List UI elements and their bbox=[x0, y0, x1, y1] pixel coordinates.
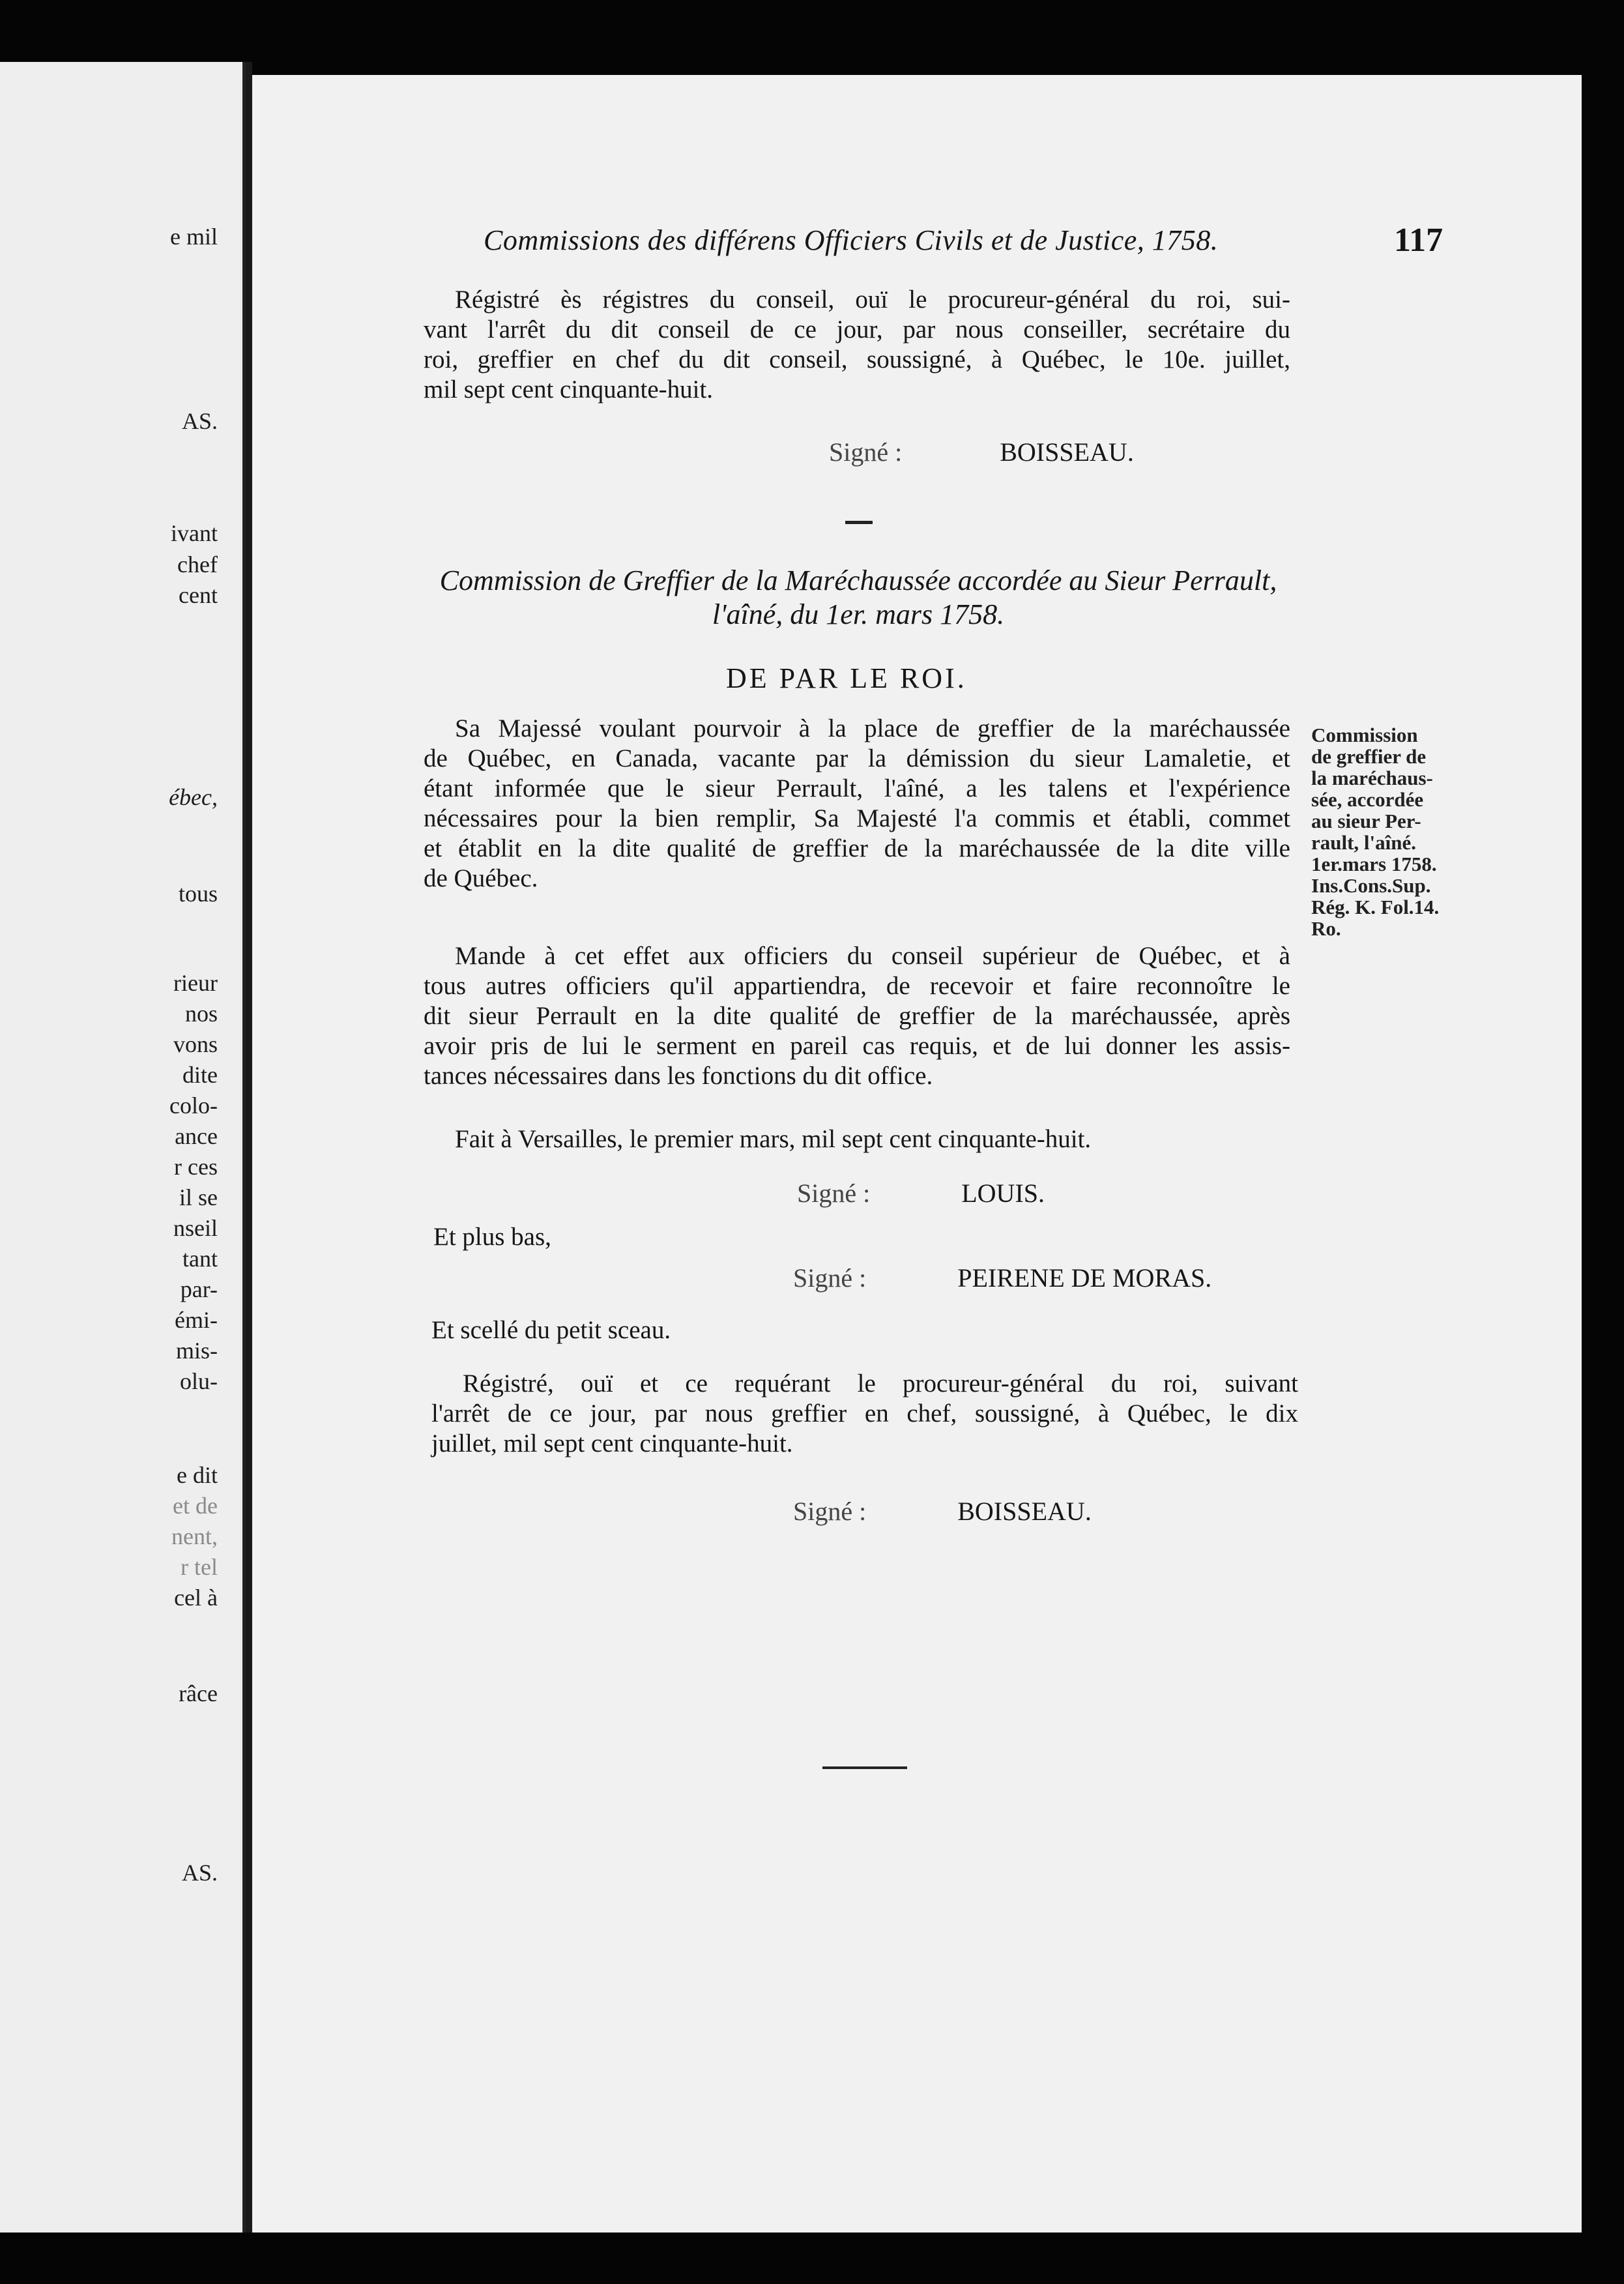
section-divider bbox=[845, 521, 873, 524]
left-page-fragment: e dit bbox=[177, 1462, 218, 1488]
text-line: juillet, mil sept cent cinquante-huit. bbox=[431, 1429, 793, 1457]
text-line: Mande à cet effet aux officiers du conseil supérieur de Québec, et à bbox=[455, 942, 1290, 970]
text-line: Régistré, ouï et ce requérant le procureur-général du roi, suivant bbox=[463, 1369, 1298, 1398]
page-number: 117 bbox=[1394, 222, 1443, 259]
left-page-fragment: émi- bbox=[175, 1307, 218, 1333]
text-line: Fait à Versailles, le premier mars, mil sept cent cinquante-huit. bbox=[455, 1125, 1092, 1153]
left-page-fragment: il se bbox=[179, 1184, 218, 1210]
text-line: avoir pris de lui le serment en pareil cas requis, et de lui donner les assis- bbox=[424, 1032, 1290, 1060]
left-page-fragment: colo- bbox=[169, 1092, 218, 1119]
left-page-fragment: vons bbox=[173, 1031, 218, 1057]
left-page-fragment: nent, bbox=[171, 1523, 218, 1549]
margin-note-line: la maréchaus- bbox=[1311, 767, 1433, 789]
signature-boisseau-2 bbox=[793, 1496, 1092, 1527]
left-page-fragment: mis- bbox=[175, 1338, 218, 1364]
commission-paragraph-1 bbox=[424, 714, 1290, 894]
left-page-fragment: e mil bbox=[170, 224, 218, 250]
book-gutter bbox=[246, 62, 252, 2233]
left-page-fragment: olu- bbox=[180, 1368, 218, 1394]
text-line: de Québec. bbox=[424, 864, 538, 892]
text-line: dit sieur Perrault en la dite qualité de greffier de la maréchaussée, après bbox=[424, 1002, 1290, 1030]
margin-note bbox=[1311, 724, 1468, 939]
signature-label: Signé : bbox=[797, 1179, 871, 1208]
margin-note-line: Rég. K. Fol.14. bbox=[1311, 896, 1440, 918]
left-page-fragment: tous bbox=[178, 881, 218, 907]
margin-note-line: rault, l'aîné. bbox=[1311, 831, 1417, 854]
left-page-fragment: nos bbox=[184, 1001, 218, 1027]
signature-name: BOISSEAU. bbox=[957, 1497, 1092, 1526]
left-page-fragment: nseil bbox=[173, 1215, 218, 1241]
et-plus-bas bbox=[433, 1222, 551, 1252]
title-line-1: Commission de Greffier de la Maréchaussée accordée au Sieur Perrault, bbox=[439, 564, 1277, 596]
et-scelle bbox=[431, 1315, 671, 1345]
text-line: vant l'arrêt du dit conseil de ce jour, par nous conseiller, secrétaire du bbox=[424, 315, 1290, 344]
signature-moras bbox=[793, 1263, 1211, 1293]
left-page-fragment: râce bbox=[179, 1680, 218, 1706]
margin-note-line: Ins.Cons.Sup. bbox=[1311, 874, 1431, 897]
left-page-fragment: r tel bbox=[181, 1554, 218, 1580]
signature-name: BOISSEAU. bbox=[1000, 437, 1134, 467]
signature-louis bbox=[797, 1178, 1045, 1208]
left-page-fragment: AS. bbox=[181, 408, 218, 434]
margin-note-line: de greffier de bbox=[1311, 745, 1427, 768]
left-page-fragment: cent bbox=[179, 582, 218, 608]
left-page-fragment: cel à bbox=[174, 1585, 218, 1611]
left-page-fragment: dite bbox=[182, 1062, 218, 1088]
commission-title bbox=[412, 564, 1305, 632]
signature-name: PEIRENE DE MORAS. bbox=[957, 1263, 1212, 1293]
signature-label: Signé : bbox=[829, 437, 903, 467]
running-title: Commissions des différens Officiers Civils et de Justice, 1758. bbox=[484, 224, 1219, 256]
signature-boisseau-1 bbox=[829, 437, 1134, 467]
fait-a-versailles bbox=[455, 1124, 1289, 1154]
margin-note-line: au sieur Per- bbox=[1311, 810, 1421, 832]
page-117 bbox=[252, 75, 1582, 2233]
commission-paragraph-2 bbox=[424, 941, 1290, 1091]
left-page-fragment: ébec, bbox=[169, 784, 218, 810]
left-page-edge bbox=[0, 62, 246, 2233]
left-page-fragment: AS. bbox=[181, 1860, 218, 1886]
left-page-fragment: ivant bbox=[171, 520, 218, 546]
left-page-fragment: par- bbox=[180, 1276, 218, 1302]
margin-note-line: Commission bbox=[1311, 724, 1418, 746]
text-line: de Québec, en Canada, vacante par la démission du sieur Lamaletie, et bbox=[424, 744, 1290, 772]
de-par-le-roi-heading: DE PAR LE ROI. bbox=[726, 662, 967, 694]
signature-name: LOUIS. bbox=[961, 1179, 1045, 1208]
left-page-fragment: rieur bbox=[173, 970, 218, 996]
text-line: Et scellé du petit sceau. bbox=[431, 1316, 671, 1344]
end-rule bbox=[822, 1766, 907, 1769]
margin-note-line: 1er.mars 1758. bbox=[1311, 853, 1437, 875]
registration-paragraph-1 bbox=[424, 285, 1290, 405]
title-line-2: l'aîné, du 1er. mars 1758. bbox=[712, 598, 1005, 630]
text-line: mil sept cent cinquante-huit. bbox=[424, 375, 714, 403]
registration-paragraph-2 bbox=[431, 1369, 1298, 1459]
text-line: Et plus bas, bbox=[433, 1223, 551, 1251]
margin-note-line: sée, accordée bbox=[1311, 788, 1424, 811]
text-line: nécessaires pour la bien remplir, Sa Majesté l'a commis et établi, commet bbox=[424, 804, 1290, 832]
margin-note-line: Ro. bbox=[1311, 917, 1341, 940]
text-line: l'arrêt de ce jour, par nous greffier en chef, soussigné, à Québec, le dix bbox=[431, 1399, 1298, 1428]
text-line: roi, greffier en chef du dit conseil, soussigné, à Québec, le 10e. juillet, bbox=[424, 345, 1290, 373]
text-line: et établit en la dite qualité de greffier de la maréchaussée de la dite ville bbox=[424, 834, 1290, 862]
text-line: Régistré ès régistres du conseil, ouï le procureur-général du roi, sui- bbox=[455, 286, 1290, 314]
left-page-fragment: tant bbox=[182, 1246, 218, 1272]
text-line: tances nécessaires dans les fonctions du dit office. bbox=[424, 1062, 933, 1090]
left-page-fragment: chef bbox=[177, 551, 218, 578]
left-page-fragment: ance bbox=[175, 1123, 218, 1149]
left-page-fragment: et de bbox=[173, 1493, 218, 1519]
text-line: Sa Majessé voulant pourvoir à la place de greffier de la maréchaussée bbox=[455, 714, 1290, 742]
left-page-fragment: r ces bbox=[174, 1154, 218, 1180]
text-line: tous autres officiers qu'il appartiendra, de recevoir et faire reconnoître le bbox=[424, 972, 1290, 1000]
text-line: étant informée que le sieur Perrault, l'aîné, a les talens et l'expérience bbox=[424, 774, 1290, 802]
signature-label: Signé : bbox=[793, 1263, 867, 1293]
signature-label: Signé : bbox=[793, 1497, 867, 1526]
